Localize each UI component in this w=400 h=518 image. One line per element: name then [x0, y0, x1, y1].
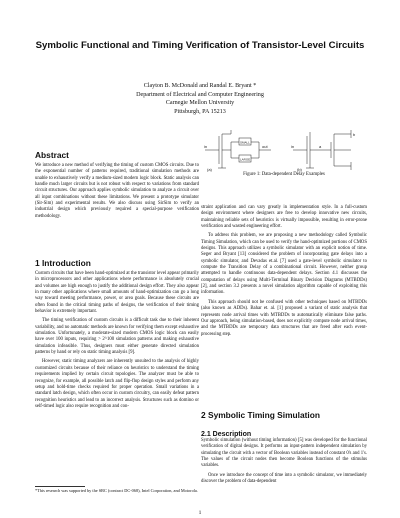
fig-a-caption-label: (a)	[207, 167, 212, 172]
fig-b-a-label: a	[319, 144, 322, 149]
circuit-a	[205, 130, 271, 168]
section-2-paragraph: Once we introduce the concept of time into a symbolic simulator, we immediately discover the problem of data-dependent	[201, 472, 367, 485]
right-paragraph: To address this problem, we are proposing a new methodology called Symbolic Timing Simulation, which can be used to verify the hand-optimized portions of CMOS designs. This approach utilizes a symbolic simulator with an explicit notion of time. Seger and Bryant [13] considered the problem of incorporating gate delays into a symbolic simulator, and Devadas et.al. [7] used a gate-level symbolic simulator to compute the Transition Delay of a combinational circuit. However, neither group attempted to handle continuous data-dependent delays. Section 4.1 discusses the computation of delays using Multi-Terminal Binary Decision Diagrams (MTBDDs) [2], and section 3.2 presents a novel simulation algorithm capable of exploiting this information.	[201, 233, 367, 296]
section-2-1-heading: 2.1 Description	[201, 431, 252, 438]
department: Department of Electrical and Computer Engineering	[136, 91, 264, 98]
fig-a-out-label: out	[262, 144, 268, 149]
intro-body	[35, 271, 199, 413]
section-2-heading: 2 Symbolic Timing Simulation	[201, 410, 320, 420]
abstract-text: We introduce a new method of verifying the timing of custom CMOS circuits. Due to the exponential number of patterns required, traditional simulation methods are unable to exhaustively verify a medium-sized modern logic block. Static analysis can handle much larger circuits but is not robust with respect to variations from standard circuit structures. Our approach applies symbolic simulation to analyze a circuit over all input combinations without these limitations. We present a prototype simulator (Sir-Sim) and experimental results. We also discuss using SirSim to verify an industrial design which previously required a special-purpose verification methodology.	[35, 163, 199, 219]
intro-paragraph: Custom circuits that have been hand-optimized at the transistor level appear primarily in microprocessors and other applications where performance is absolutely crucial and volumes are high enough to justify the additional design effort. They also appear in many other applications where small amounts of hand-optimization can go a long way toward meeting performance, power, or area goals. Because these circuits are often found in the critical timing paths of designs, the verification of their timing behavior is extremely important.	[35, 271, 199, 315]
abstract-body	[35, 163, 199, 223]
right-column	[201, 205, 367, 341]
intro-paragraph: The timing verification of custom circuits is a difficult task due to their inherent variability, and no automatic methods are known for verifying them except exhaustive simulation. Unfortunately, a moderate-sized modern CMOS logic block can easily have over 100 inputs, requiring > 2^100 simulation patterns and making exhaustive simulation infeasible. Thus, designers must either generate directed simulation patterns by hand or rely on static timing analysis [9].	[35, 318, 199, 356]
fig-large-label: LARGE	[240, 157, 251, 162]
authors: Clayton B. McDonald and Randal E. Bryant *	[143, 83, 257, 89]
university: Carnegie Mellon University	[165, 100, 235, 106]
section-2-body	[201, 438, 367, 488]
fig-b-in-label: in	[291, 144, 295, 149]
fig-small-label: SMALL	[240, 140, 250, 145]
fig-b-b-label: b	[353, 132, 356, 137]
right-paragraph: This approach should not be confused with other techniques based on MTBDDs (also known as ADDs). Bahar et. al. [1] proposed a variant of static analysis that represents node arrival times with MTBDDs to automatically eliminate false paths. Our approach, being simulation-based, does not explicitly compute node arrival times, and the MTBDDs are temporary data structures that are freed after each event-processing step.	[201, 299, 367, 337]
figure-caption: Figure 1: Data-dependent Delay Examples	[243, 172, 325, 177]
abstract-heading: Abstract	[35, 150, 69, 160]
figure-1-diagram	[201, 128, 367, 172]
footnote-rule	[35, 486, 85, 487]
fig-a-in-label: in	[204, 144, 208, 149]
intro-paragraph: However, static timing analyzers are inherently unsuited to the analysis of highly customized circuits because of their reliance on heuristics to understand the timing requirements implied by certain circuit topologies. The analyzer must be able to recognize, for example, all possible latch and flip-flop design styles and perform any setup and hold-time checks required for proper operation. Small variations in a standard latch design, which often occur in custom circuitry, can easily defeat pattern recognition heuristics and lead to an incorrect analysis. Structures such as domino or self-timed logic also require recognition and con-	[35, 359, 199, 409]
footnote: *This research was supported by the SRC (contract DC-068), Intel Corporation, and Motorola.	[35, 488, 198, 493]
city: Pittsburgh, PA 15213	[174, 108, 226, 115]
page-number: 1	[198, 510, 202, 516]
intro-heading: 1 Introduction	[35, 258, 91, 268]
section-2-paragraph: Symbolic simulation (without timing information) [5] was developed for the functional verification of digital designs. It performs an input-pattern independent simulation by simulating the circuit with a vector of Boolean variables instead of constant 0's and 1's. The values of the circuit nodes then become Boolean functions of the stimulus variables.	[201, 438, 367, 469]
fig-b-caption-label: (b)	[297, 167, 302, 172]
paper-title: Symbolic Functional and Timing Verification of Transistor-Level Circuits	[35, 40, 365, 51]
circuit-b	[293, 130, 351, 170]
author-block	[0, 82, 400, 116]
right-paragraph: straint application and can vary greatly in implementation style. In a full-custom design environment where designers are free to develop innovative new circuits, maintaining reliable sets of heuristics is virtually impossible, resulting in error-prone verification and wasted engineering effort.	[201, 205, 367, 230]
